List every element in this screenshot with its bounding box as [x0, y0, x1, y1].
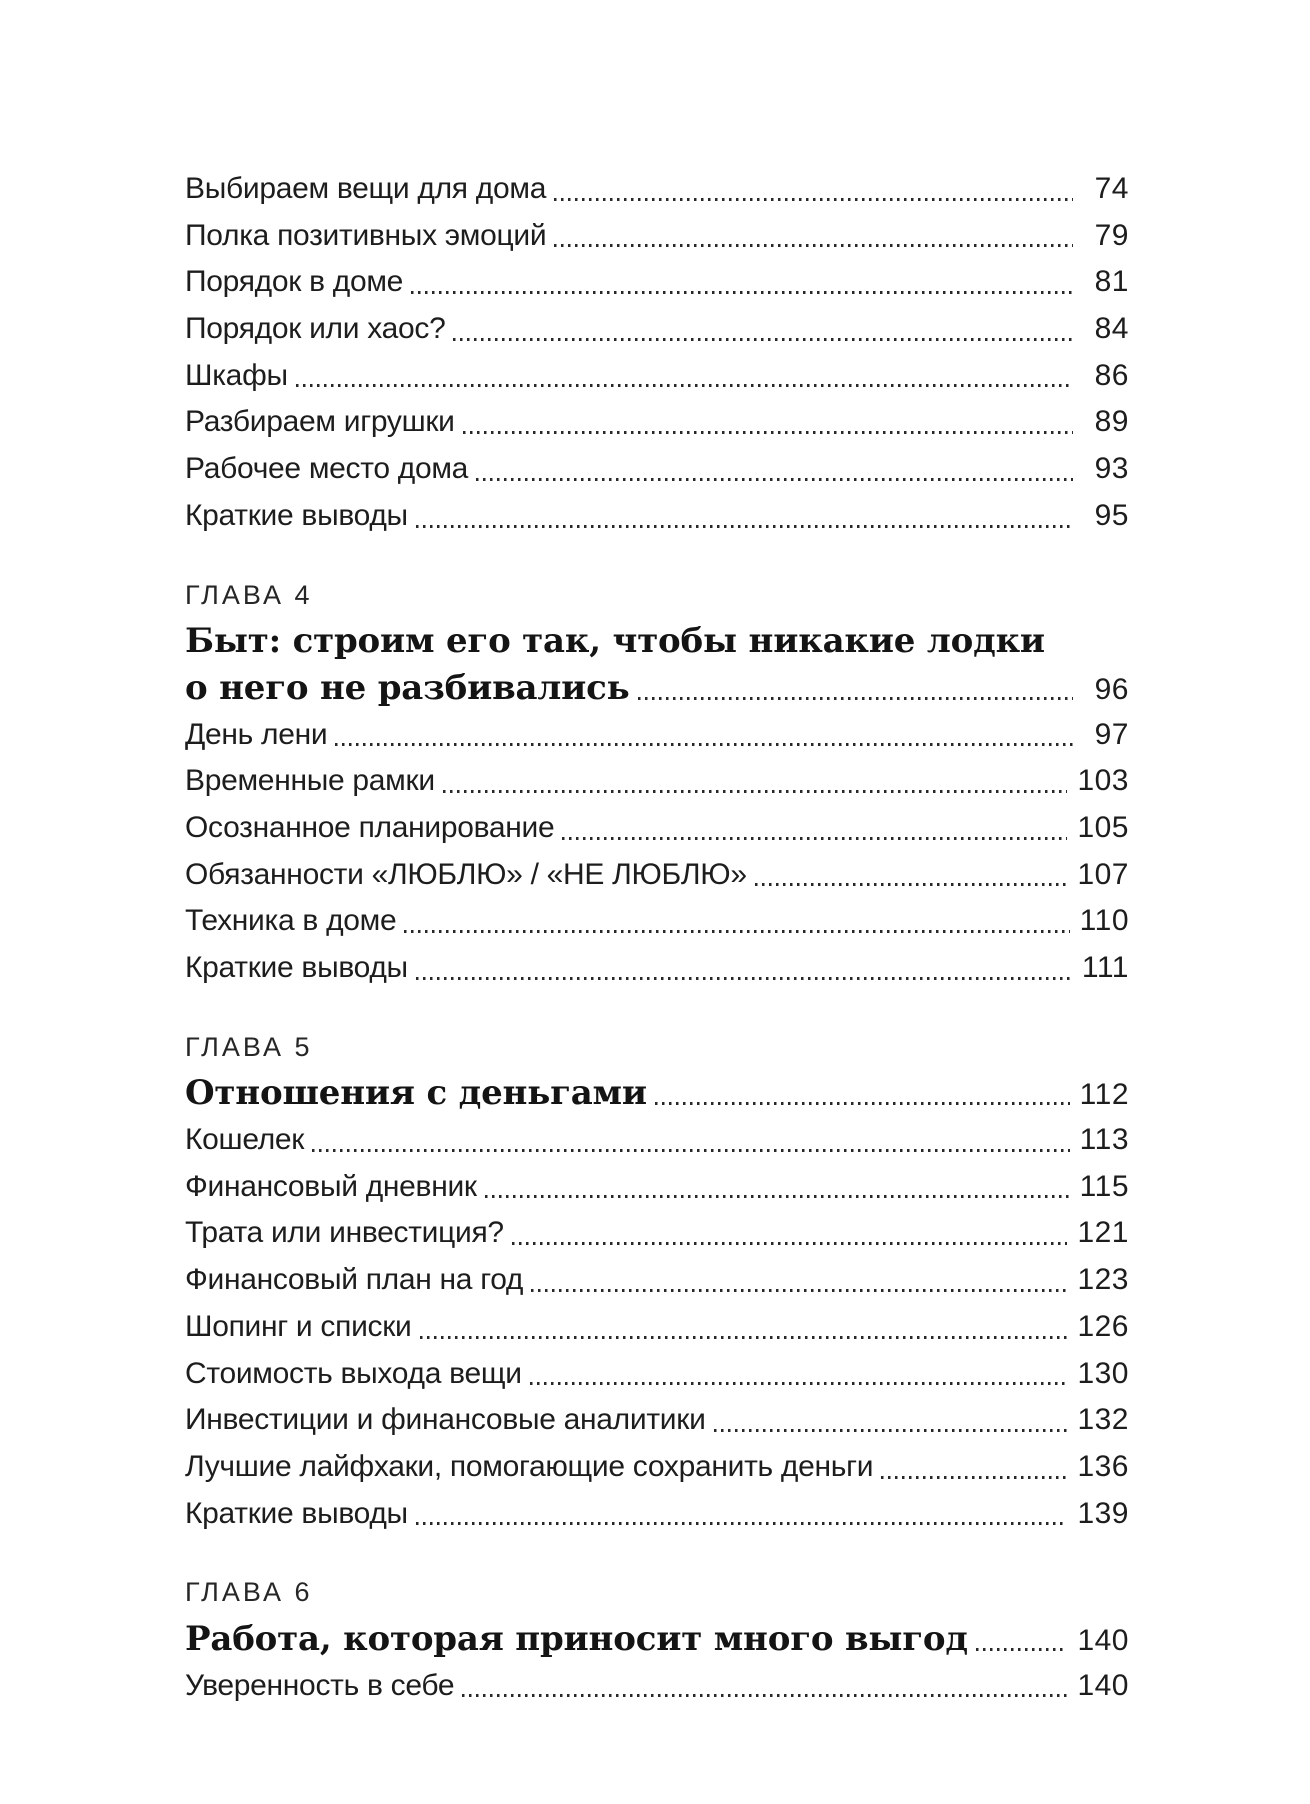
toc-item-page: 123: [1077, 1263, 1129, 1297]
toc-item-title: Порядок в доме: [185, 265, 404, 299]
toc-item: [185, 259, 1129, 306]
toc-item: [185, 166, 1129, 213]
toc-item-page: 115: [1079, 1169, 1129, 1203]
dot-leader: [976, 1648, 1068, 1651]
toc-item-page: 93: [1094, 452, 1129, 486]
toc-item: [185, 1304, 1129, 1351]
toc-item-title: Полка позитивных эмоций: [185, 218, 547, 252]
toc-item-page: 79: [1094, 218, 1129, 252]
toc-item-title: Техника в доме: [185, 904, 397, 938]
toc-item-title: Инвестиции и финансовые аналитики: [185, 1403, 706, 1437]
dot-leader: [638, 697, 1073, 700]
chapter-title-text: Отношения с деньгами: [185, 1073, 647, 1114]
toc-item-title: Трата или инвестиция?: [185, 1216, 504, 1250]
dot-leader: [562, 837, 1067, 840]
chapter-block-5: [185, 1024, 1129, 1538]
toc-page: [185, 166, 1129, 1709]
dot-leader: [443, 790, 1068, 793]
toc-item-title: Временные рамки: [185, 764, 435, 798]
toc-item: [185, 805, 1129, 852]
chapter-title-line2: [185, 665, 1129, 712]
toc-item-page: 126: [1077, 1309, 1129, 1343]
toc-item: [185, 1210, 1129, 1257]
dot-leader: [530, 1382, 1068, 1385]
toc-item-title: Осознанное планирование: [185, 810, 555, 844]
toc-item: [185, 1351, 1129, 1398]
toc-item-title: Финансовый дневник: [185, 1169, 477, 1203]
toc-item: [185, 353, 1129, 400]
toc-item-page: 89: [1094, 405, 1129, 439]
dot-leader: [312, 1149, 1070, 1152]
dot-leader: [714, 1429, 1068, 1432]
toc-item-title: Выбираем вещи для дома: [185, 172, 547, 205]
toc-item-page: 95: [1094, 498, 1129, 532]
chapter-label: [185, 572, 1129, 619]
toc-item-page: 105: [1077, 810, 1129, 844]
chapter-title-page: 140: [1077, 1623, 1129, 1657]
toc-item-title: Краткие выводы: [185, 951, 408, 984]
chapter-label-text: ГЛАВА 5: [185, 1031, 313, 1062]
dot-leader: [554, 244, 1073, 247]
toc-item-page: 121: [1077, 1216, 1129, 1250]
dot-leader: [463, 431, 1073, 434]
toc-item-title: Шопинг и списки: [185, 1309, 412, 1343]
toc-item-title: Обязанности «ЛЮБЛЮ» / «НЕ ЛЮБЛЮ»: [185, 857, 747, 891]
toc-item-title: Разбираем игрушки: [185, 405, 455, 439]
toc-item: [185, 712, 1129, 759]
dot-leader: [416, 525, 1073, 528]
dot-leader: [296, 384, 1073, 387]
chapter-title-page: 96: [1094, 672, 1129, 706]
toc-item-page: 97: [1094, 717, 1129, 751]
toc-item-title: Кошелек: [185, 1123, 305, 1157]
toc-item-page: 103: [1077, 764, 1129, 798]
dot-leader: [881, 1476, 1067, 1479]
chapter-title-page: 112: [1079, 1078, 1129, 1112]
dot-leader: [476, 478, 1073, 481]
chapter-label: [185, 1024, 1129, 1071]
chapter-title-line1: [185, 618, 1129, 665]
toc-item: [185, 306, 1129, 353]
toc-item-page: 136: [1077, 1449, 1129, 1483]
toc-item-page: 140: [1077, 1668, 1129, 1702]
toc-item-page: 84: [1094, 312, 1129, 346]
toc-item: [185, 1444, 1129, 1491]
toc-item-page: 132: [1077, 1403, 1129, 1437]
toc-item: [185, 1117, 1129, 1164]
toc-item-page: 130: [1077, 1356, 1129, 1390]
chapter-title: [185, 1070, 1129, 1117]
dot-leader: [335, 743, 1073, 746]
toc-item-page: 111: [1081, 951, 1129, 984]
toc-item-title: Краткие выводы: [185, 1496, 408, 1530]
toc-item-title: Уверенность в себе: [185, 1668, 455, 1702]
dot-leader: [554, 198, 1073, 201]
toc-item: [185, 213, 1129, 260]
dot-leader: [416, 977, 1072, 980]
toc-item: [185, 1397, 1129, 1444]
dot-leader: [404, 930, 1069, 933]
dot-leader: [420, 1336, 1068, 1339]
toc-item-page: 110: [1079, 904, 1129, 938]
toc-item-page: 113: [1079, 1123, 1129, 1157]
toc-item-title: Шкафы: [185, 358, 288, 392]
chapter-block-4: [185, 572, 1129, 992]
chapter-title-text: о него не разбивались: [185, 667, 630, 708]
dot-leader: [512, 1242, 1068, 1245]
toc-item: [185, 399, 1129, 446]
toc-item-title: Лучшие лайфхаки, помогающие сохранить деньги: [185, 1449, 874, 1483]
toc-item: [185, 446, 1129, 493]
dot-leader: [655, 1102, 1070, 1105]
chapter-label-text: ГЛАВА 4: [185, 579, 313, 610]
toc-item-title: Рабочее место дома: [185, 452, 469, 486]
dot-leader: [453, 338, 1073, 341]
toc-item: [185, 1491, 1129, 1538]
toc-item-page: 107: [1077, 857, 1129, 891]
toc-item: [185, 852, 1129, 899]
dot-leader: [411, 291, 1073, 294]
toc-item: [185, 1257, 1129, 1304]
chapter-label: [185, 1569, 1129, 1616]
toc-item: [185, 1663, 1129, 1710]
chapter-title-text: Работа, которая приносит много выгод: [185, 1618, 968, 1659]
dot-leader: [416, 1522, 1068, 1525]
toc-item: [185, 945, 1129, 992]
dot-leader: [485, 1195, 1070, 1198]
toc-item-title: Финансовый план на год: [185, 1263, 524, 1297]
toc-item-page: 74: [1094, 172, 1129, 205]
toc-item-title: Стоимость выхода вещи: [185, 1356, 522, 1390]
chapter-block-6: [185, 1569, 1129, 1709]
dot-leader: [462, 1694, 1067, 1697]
toc-item-title: Порядок или хаос?: [185, 312, 446, 346]
chapter-title-text: Быт: строим его так, чтобы никакие лодки: [185, 621, 1045, 662]
toc-item-page: 139: [1077, 1496, 1129, 1530]
chapter-title: [185, 1616, 1129, 1663]
toc-item-title: День лени: [185, 717, 328, 751]
dot-leader: [531, 1289, 1067, 1292]
toc-item: [185, 898, 1129, 945]
chapter-label-text: ГЛАВА 6: [185, 1577, 313, 1608]
toc-item-page: 86: [1094, 358, 1129, 392]
toc-item: [185, 1164, 1129, 1211]
toc-item: [185, 493, 1129, 540]
dot-leader: [755, 883, 1068, 886]
toc-item-title: Краткие выводы: [185, 498, 408, 532]
toc-item-page: 81: [1094, 265, 1129, 299]
toc-item: [185, 758, 1129, 805]
